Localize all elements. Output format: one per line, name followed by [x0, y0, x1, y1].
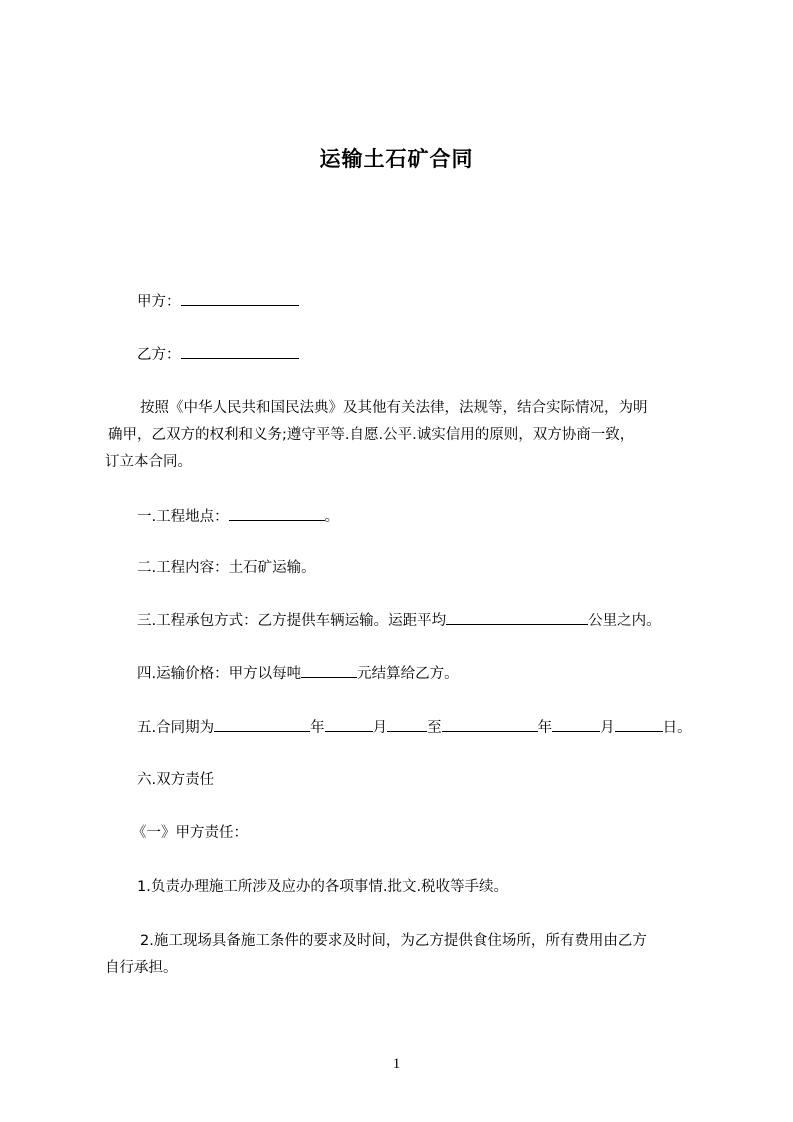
clause-4-label: 四.运输价格：甲方以每吨	[137, 666, 302, 682]
clause-5-label: 五.合同期为	[137, 720, 215, 736]
party-a-line	[137, 291, 299, 312]
preamble-line-3: 订立本合同。	[105, 454, 192, 470]
start-month-label: 月	[372, 720, 388, 736]
price-blank	[301, 663, 357, 678]
start-year-blank	[214, 717, 310, 732]
page-number: 1	[392, 1056, 401, 1072]
clause-5-line	[137, 717, 692, 738]
party-b-label: 乙方：	[137, 347, 181, 363]
clause-1-line	[137, 506, 339, 527]
distance-blank	[446, 610, 588, 625]
party-a-blank	[181, 291, 299, 306]
end-month-label: 月	[600, 720, 615, 736]
party-a-duties-heading: 《一》甲方责任：	[132, 825, 248, 841]
end-day-blank	[615, 717, 663, 732]
clause-3-label: 三.工程承包方式：乙方提供车辆运输。运距平均	[137, 613, 447, 629]
clause-3-line	[137, 610, 661, 631]
end-month-blank	[552, 717, 600, 732]
clause-4-end: 元结算给乙方。	[357, 666, 459, 682]
site-location-blank	[229, 506, 325, 521]
clause-1-end: 。	[324, 509, 340, 525]
start-day-blank	[387, 717, 427, 732]
duty-2-line-1: 2.施工现场具备施工条件的要求及时间，为乙方提供食住场所，所有费用由乙方	[140, 933, 647, 949]
start-year-label: 年	[310, 720, 325, 736]
party-b-line	[137, 344, 299, 365]
end-year-label: 年	[537, 720, 553, 736]
duty-2-line-2: 自行承担。	[105, 960, 178, 976]
start-month-blank	[325, 717, 373, 732]
clause-3-end: 公里之内。	[588, 613, 661, 629]
end-day-label: 日。	[662, 720, 692, 736]
clause-1-label: 一.工程地点：	[137, 509, 229, 525]
clause-6-line: 六.双方责任	[137, 772, 215, 788]
preamble-line-1: 按照《中华人民共和国民法典》及其他有关法律，法规等，结合实际情况，为明	[140, 400, 648, 416]
party-b-blank	[181, 344, 299, 359]
to-label: 至	[427, 720, 442, 736]
party-a-label: 甲方：	[137, 294, 181, 310]
duty-1-line: 1.负责办理施工所涉及应办的各项事情.批文.税收等手续。	[137, 879, 509, 895]
preamble-line-2: 确甲，乙双方的权利和义务;遵守平等.自愿.公平.诚实信用的原则，双方协商一致，	[108, 427, 635, 443]
clause-4-line	[137, 663, 459, 684]
page-title: 运输土石矿合同	[319, 147, 474, 171]
clause-2-line: 二.工程内容：土石矿运输。	[137, 560, 316, 576]
end-year-blank	[442, 717, 538, 732]
